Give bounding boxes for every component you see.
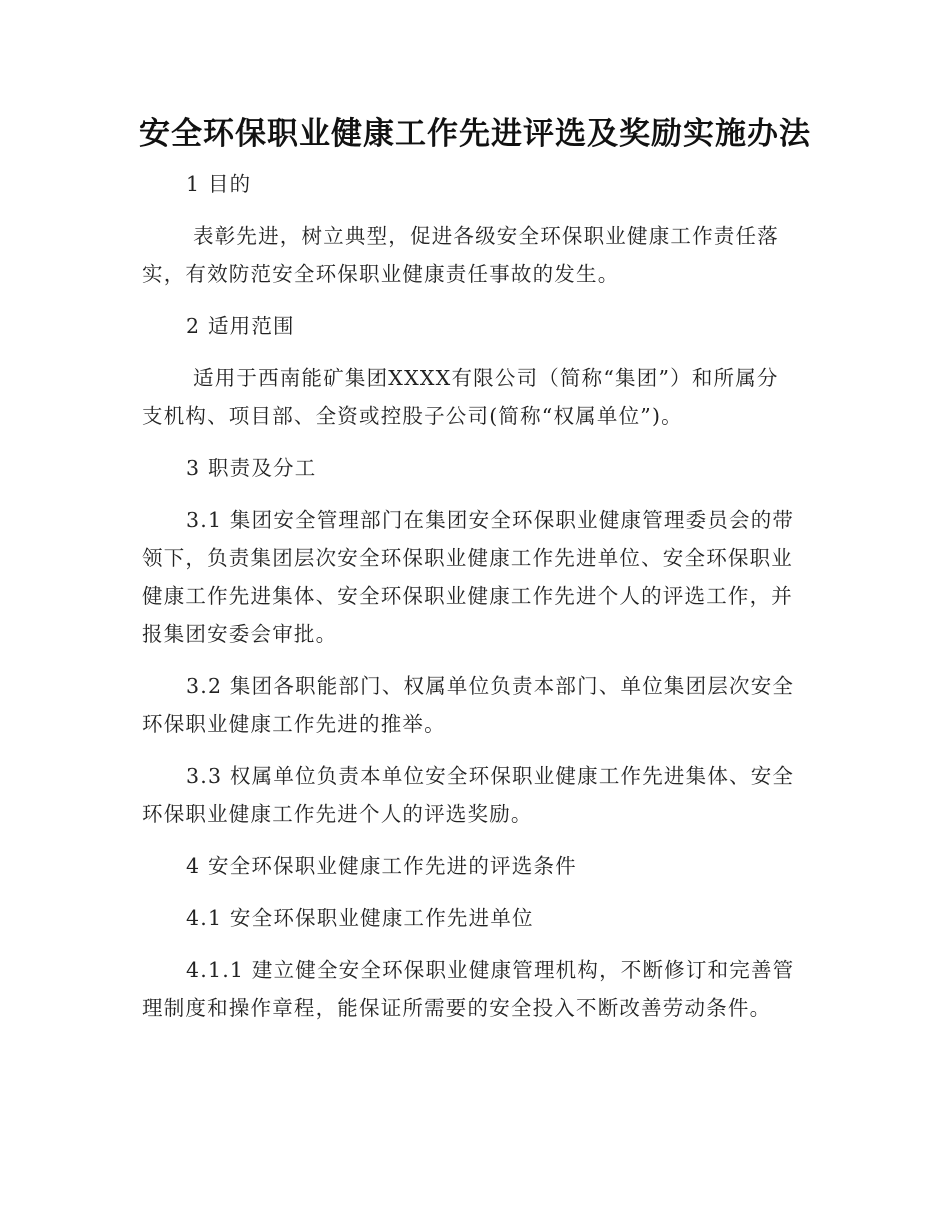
heading-4-criteria: 4 安全环保职业健康工作先进的评选条件 — [186, 854, 577, 878]
paragraph-line: 3.1 集团安全管理部门在集团安全环保职业健康管理委员会的带 — [186, 508, 795, 532]
heading-3-duties: 3 职责及分工 — [186, 456, 317, 480]
paragraph-line: 表彰先进，树立典型，促进各级安全环保职业健康工作责任落 — [193, 224, 779, 248]
paragraph-line: 报集团安委会审批。 — [142, 622, 338, 646]
heading-1-purpose: 1 目的 — [186, 172, 252, 196]
heading-2-scope: 2 适用范围 — [186, 314, 295, 338]
paragraph-line: 领下，负责集团层次安全环保职业健康工作先进单位、安全环保职业 — [142, 546, 793, 570]
paragraph-line: 环保职业健康工作先进的推举。 — [142, 712, 446, 736]
paragraph-line: 理制度和操作章程，能保证所需要的安全投入不断改善劳动条件。 — [142, 996, 772, 1020]
paragraph-line: 实，有效防范安全环保职业健康责任事故的发生。 — [142, 262, 620, 286]
paragraph-line: 4.1.1 建立健全安全环保职业健康管理机构，不断修订和完善管 — [186, 958, 795, 982]
document-title: 安全环保职业健康工作先进评选及奖励实施办法 — [139, 116, 811, 152]
paragraph-line: 支机构、项目部、全资或控股子公司(简称“权属单位”)。 — [142, 404, 683, 428]
paragraph-line: 健康工作先进集体、安全环保职业健康工作先进个人的评选工作，并 — [142, 584, 793, 608]
paragraph-line: 适用于西南能矿集团XXXX有限公司（简称“集团”）和所属分 — [193, 366, 779, 390]
heading-4-1: 4.1 安全环保职业健康工作先进单位 — [186, 906, 534, 930]
paragraph-line: 3.3 权属单位负责本单位安全环保职业健康工作先进集体、安全 — [186, 764, 795, 788]
paragraph-line: 环保职业健康工作先进个人的评选奖励。 — [142, 802, 533, 826]
paragraph-line: 3.2 集团各职能部门、权属单位负责本部门、单位集团层次安全 — [186, 674, 795, 698]
